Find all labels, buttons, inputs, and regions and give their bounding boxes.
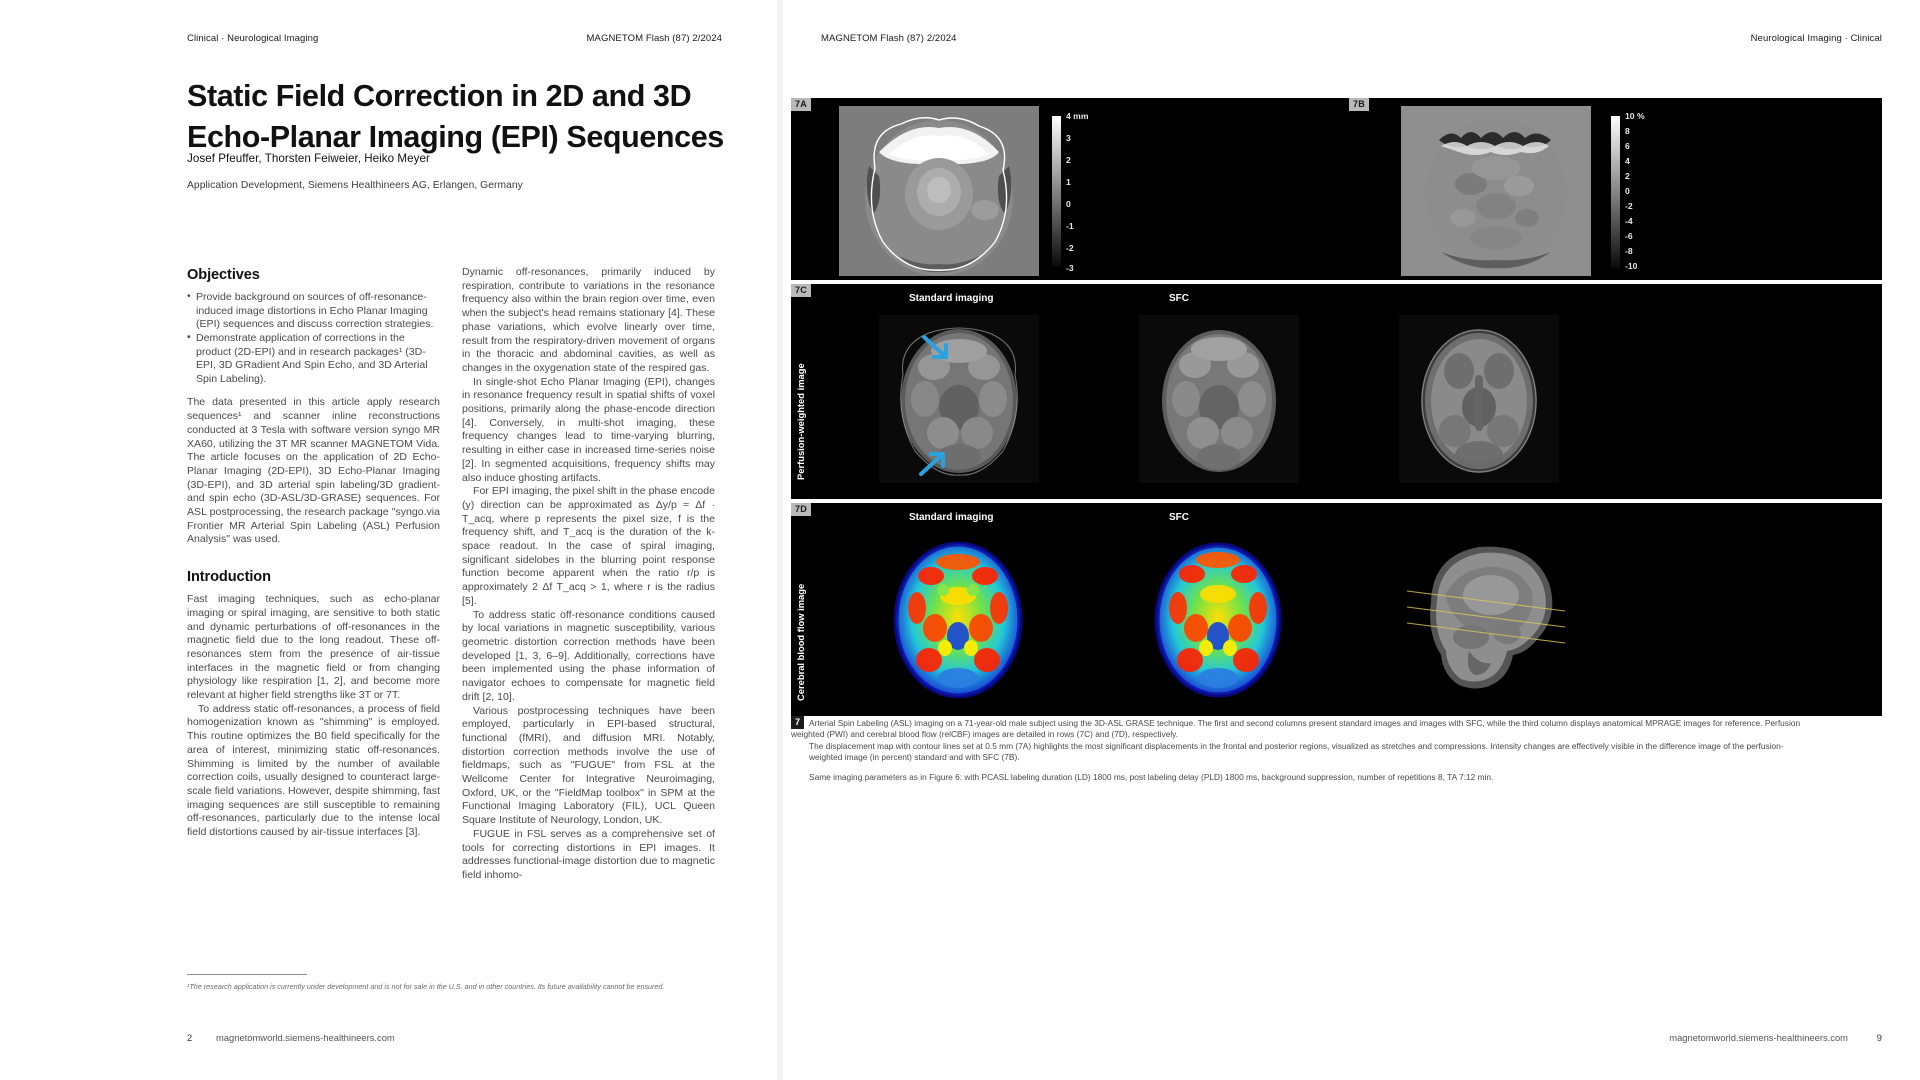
sagittal-reference-image <box>1387 529 1587 707</box>
folio-page-number-left: 2 <box>187 1032 193 1043</box>
col2-paragraph-3: For EPI imaging, the pixel shift in the phase encode (y) direction can be approximated as Δy/p ≈ Δf · T_acq, where p represents the pixel size, f is the frequency shift, and T_acq is the duration of the k-space readout. In the case of spiral imaging, significant sidelobes in the blurring point response function become apparent when the ratio r/p is approximately 2 Δf T_acq > 1, where r is the radius [5]. <box>462 485 715 607</box>
figure-row-7d <box>791 503 1882 716</box>
runhead-left-page-right: MAGNETOM Flash (87) 2/2024 <box>586 33 722 44</box>
col2-paragraph-1: Dynamic off-resonances, primarily induced by respiration, contribute to variations in the resonance frequency also within the brain region over time, even when the subject's head remains stationary [4]. These phase variations, which evolve linearly over time, result from the respiratory-driven movement of organs in the thoracic and abdominal cavities, as well as changes in the oxygenation state of the respired gas. <box>462 266 715 374</box>
folio-url-right: magnetomworld.siemens-healthineers.com <box>1669 1032 1848 1043</box>
page-title: Static Field Correction in 2D and 3D Echo-Planar Imaging (EPI) Sequences <box>187 79 724 154</box>
objectives-heading: Objectives <box>187 267 260 283</box>
row-label-perfusion-weighted: Perfusion-weighted image <box>795 363 806 480</box>
list-item: • Provide background on sources of off-resonance-induced image distortions in Echo Planar Imaging (EPI) sequences and discuss correction strategies. <box>187 291 440 332</box>
figure-number-badge: 7 <box>791 716 804 729</box>
figure-caption-main: Arterial Spin Labeling (ASL) imaging on a 71-year-old male subject using the 3D-ASL GRASE technique. The first and second columns present standard images and images with SFC, while the third column displays anatomical MPRAGE images for reference. Perfusion weighted (PWI) and cerebral blood flow (relCBF) images are detailed in rows (7C) and (7D), respectively. <box>791 718 1801 740</box>
column-heading-standard-c: Standard imaging <box>909 293 994 304</box>
pwi-sfc-image <box>1139 315 1299 483</box>
right-page <box>783 0 1920 1080</box>
panel-tag-7a: 7A <box>791 98 811 111</box>
figure-caption-parameters: Same imaging parameters as in Figure 6: with PCASL labeling duration (LD) 1800 ms, post labeling delay (PLD) 1800 ms, background suppression, number of repetitions 8, TA 7:12 min. <box>809 772 1494 782</box>
colorbar-7b-ticks: 10 % 8 6 4 2 0 -2 -4 -6 -8 -10 <box>1625 111 1645 271</box>
colorbar-7b-gradient <box>1611 116 1620 268</box>
objectives-list <box>187 291 440 387</box>
list-item: • Demonstrate application of corrections in the product (2D-EPI) and in research packages¹ (3D-EPI, 3D GRadient And Spin Echo, and 3D Arterial Spin Labeling). <box>187 332 440 387</box>
folio-page-number-right: 9 <box>1876 1032 1882 1043</box>
objectives-note: The data presented in this article apply research sequences¹ and scanner inline reconstructions conducted at 3 Tesla with software version syngo MR XA60, utilizing the 3T MR scanner MAGNETOM Vida. The article focuses on the application of 2D Echo-Planar Imaging (2D-EPI), 3D Echo-Planar Imaging (3D-EPI), and 3D arterial spin labeling/3D gradient- and spin echo (3D-ASL/3D-GRASE) sequences. For ASL postprocessing, the research package "syngo.via Frontier MR Arterial Spin Labeling (ASL) Perfusion Analysis" was used. <box>187 396 440 546</box>
col2-paragraph-6: FUGUE in FSL serves as a comprehensive set of tools for correcting distortions in EPI images. It addresses functional-image distortion due to magnetic field inhomo- <box>462 827 715 881</box>
authors: Josef Pfeuffer, Thorsten Feiweier, Heiko Meyer <box>187 152 430 165</box>
body-column-1 <box>187 266 440 840</box>
figure-row-7c <box>791 284 1882 499</box>
footnote-divider <box>187 974 307 975</box>
mprage-anatomical-image <box>1399 315 1559 483</box>
folio-url-left: magnetomworld.siemens-healthineers.com <box>216 1032 395 1043</box>
affiliation: Application Development, Siemens Healthineers AG, Erlangen, Germany <box>187 180 523 191</box>
pwi-standard-image <box>879 315 1039 483</box>
figure-row-7a-7b <box>791 98 1882 280</box>
column-heading-standard-d: Standard imaging <box>909 512 994 523</box>
cbf-sfc-image <box>1133 532 1303 704</box>
arrow-marker-bottom <box>919 446 953 478</box>
displacement-map-image <box>839 106 1039 276</box>
runhead-right-page-left: MAGNETOM Flash (87) 2/2024 <box>821 33 957 44</box>
body-column-2 <box>462 266 715 883</box>
cbf-standard-image <box>873 532 1043 704</box>
introduction-heading: Introduction <box>187 569 271 586</box>
left-page <box>0 0 777 1080</box>
difference-image <box>1401 106 1591 276</box>
col2-paragraph-5: Various postprocessing techniques have been employed, particularly in EPI-based structural, functional (fMRI), and diffusion MRI. Notably, distortion correction methods involve the use of fieldmaps, such as "FUGUE" from FSL at the Wellcome Center for Integrative Neuroimaging, Oxford, UK, or the "FieldMap toolbox" in SPM at the Functional Imaging Laboratory (FIL), UCL Queen Square Institute of Neurology, London, UK. <box>462 704 715 827</box>
footnote: ¹The research application is currently under development and is not for sale in the U.S. and in other countries. Its future availability cannot be ensured. <box>187 982 665 991</box>
row-label-cerebral-blood-flow: Cerebral blood flow image <box>795 583 806 701</box>
runhead-right-page-right: Neurological Imaging · Clinical <box>1750 33 1882 44</box>
col2-paragraph-2: In single-shot Echo Planar Imaging (EPI), changes in resonance frequency result in spatial shifts of voxel positions, primarily along the phase-encode direction [4]. Conversely, in multi-shot imaging, these frequency changes lead to time-varying blurring, resulting in either case in increased time-series noise [2]. In segmented acquisitions, frequency shifts may also induce ghosting artifacts. <box>462 375 715 484</box>
colorbar-7a-gradient <box>1052 116 1061 266</box>
panel-tag-7d: 7D <box>791 503 811 516</box>
col2-paragraph-4: To address static off-resonance conditions caused by local variations in magnetic susceptibility, various geometric distortion correction methods have been developed [1, 3, 6–9]. Additionally, corrections have been implemented using the phase information of navigator echoes to compensate for magnetic field drift [2, 10]. <box>462 608 715 703</box>
figure-caption-second: The displacement map with contour lines set at 0.5 mm (7A) highlights the most significant displacements in the frontal and posterior regions, visualized as stretches and compressions. Intensity changes are effectively visible in the difference image of the perfusion-weighted image (in percent) standard and with SFC (7B). <box>809 740 1784 762</box>
runhead-left-page-left: Clinical · Neurological Imaging <box>187 33 319 44</box>
colorbar-7a-ticks: 4 mm 3 2 1 0 -1 -2 -3 <box>1066 111 1089 273</box>
panel-tag-7c: 7C <box>791 284 811 297</box>
arrow-marker-top <box>922 335 956 367</box>
intro-paragraph-1: Fast imaging techniques, such as echo-planar imaging or spiral imaging, are sensitive to both static and dynamic perturbations of off-resonances in the magnetic field due to the long readout. These off-resonances stem from the presence of air-tissue interfaces in the magnetic field or from changing physiology like respiration [1, 2], and become more relevant at higher field strengths like 3T or 7T. <box>187 593 440 702</box>
intro-paragraph-2: To address static off-resonances, a process of field homogenization known as "shimming" is employed. This routine optimizes the B0 field specifically for the area of interest, minimizing static off-resonances. Shimming is limited by the number of available correction coils, usually designed to counteract large-scale field variations. However, despite shimming, fast imaging sequences are still susceptible to remaining off-resonances, particularly due to the intense local field distortions caused by air-tissue interfaces [3]. <box>187 702 440 839</box>
panel-tag-7b: 7B <box>1349 98 1369 111</box>
column-heading-sfc-d: SFC <box>1169 512 1189 523</box>
column-heading-sfc-c: SFC <box>1169 293 1189 304</box>
figure-caption <box>791 716 1801 783</box>
figure-7 <box>791 98 1882 720</box>
